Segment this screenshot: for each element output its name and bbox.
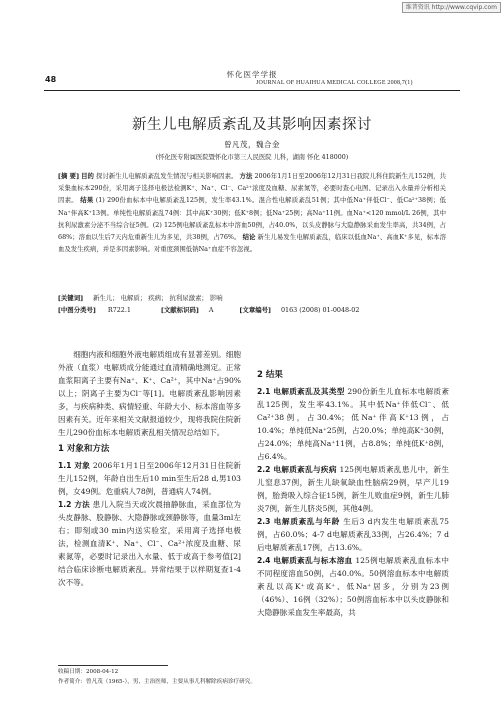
journal-name-en: JOURNAL OF HUAIHUA MEDICAL COLLEGE 2008,7(1) [256, 80, 413, 86]
watermark: 维普资讯 http://www.cqvip.com [402, 2, 501, 13]
section-2-heading: 2 结果 [257, 370, 283, 380]
doc-code-label: [文献标识码] [161, 306, 199, 314]
header-rule [44, 90, 460, 91]
abstract-label: [摘 要] [58, 172, 79, 180]
results-label: 结果 [80, 196, 94, 205]
conclusion-text: 新生儿易发生电解质紊乱，临床以低血Na⁺、高血K⁺多见，标本溶血及发生疾病，并是多因素影响。对重度颈围低钠Na⁺血症不容忽视。 [58, 233, 446, 254]
clc-value: R722.1 [107, 306, 131, 314]
objective-text: 探讨新生儿电解质紊乱发生情况与相关影响因素。 [96, 172, 238, 180]
page-number: 48 [45, 75, 57, 84]
article-title: 新生儿电解质紊乱及其影响因素探讨 [132, 117, 372, 133]
keywords-label: [关键词] [58, 294, 84, 302]
footnote-author: 作者简介：曾凡茂（1965-），男，主治医师，主要从事儿科解除疾病诊疗研究。 [58, 679, 256, 685]
subsection-1-1-text: 2006年1月1日至2006年12月31日住院新生儿152例，年龄自出生后10 min至生后28 d,男103例，女49例。危重病人78例，普通病人74例。 [58, 461, 241, 496]
keywords-block [58, 292, 458, 316]
subsection-1-2-text: 患儿入院当天或次晨抽静脉血，采血部位为头皮静脉、股静脉、大隐静脉或颈静脉等，血量3ml左右；即刻或30 min内送实验室，采用离子选择电极法，检测血清K⁺、Na⁺、Cl⁻、Ca²⁺浓度及血糖、尿素氮等，必要时记录出入水量、低于或高于参考值[2]结合临床诊断电解质紊乱。异常结果于以样期复查1-4次不等。 [58, 500, 241, 587]
subsection-2-3-label: 2.3 电解质紊乱与年龄 [257, 517, 340, 526]
subsection-1-1-label: 1.1 对象 [58, 461, 91, 470]
keywords-list: 新生儿； 电解质； 疾病； 抗利尿激素； 影响 [93, 294, 223, 302]
methods-label: 方法 [239, 172, 253, 180]
affiliation: (怀化医专附属医院暨怀化市第三人民医院 儿科，湖南 怀化 418000) [155, 154, 349, 161]
subsection-2-2-text: 125例电解质紊乱患儿中，新生儿窒息37例，新生儿缺氧缺血性脑病29例，早产儿19例，胎粪吸入综合征15例，新生儿败血症9例，新生儿肺炎7例，新生儿脐炎5例，其他4例。 [257, 465, 449, 513]
authors: 曾凡茂，魏合金 [224, 140, 280, 149]
subsection-1-2-label: 1.2 方法 [58, 500, 90, 509]
body-column-right [257, 365, 449, 619]
journal-name-cn: 怀化医学学报 [226, 70, 278, 79]
objective-label: 目的 [81, 172, 94, 180]
article-id-value: 0163 (2008) 01-0048-02 [280, 306, 360, 314]
subsection-2-4-text: 125例电解质紊乱血标本中不同程度溶血50例，占40.0%。50例溶血标本中电解质紊乱以高K⁺或高K⁺、低Na⁺居多，分别为23例（46%）、16例（32%）；50例溶血标本中以头皮静脉和大隐静脉采血发生率最高，共 [257, 556, 449, 617]
intro-paragraph: 细胞内液和细胞外液电解质组成有显著差别。细胞外液（血浆）电解质成分能通过血清精确地测定。正常血浆阳离子主要有Na⁺、K⁺、Ca²⁺，其中Na⁺占90%以上；阴离子主要为Cl⁻等[1]。电解质紊乱影响因素多，与疾病种类、病情轻重、年龄大小、标本溶血等多因素有关。近年来相关文献报道较少，现将我院住院新生儿290份血标本电解质紊乱相关情况总结如下。 [58, 350, 241, 437]
footnote-rule [58, 665, 168, 666]
conclusion-label: 结论 [242, 233, 256, 242]
abstract [58, 170, 446, 255]
clc-label: [中图分类号] [58, 306, 96, 314]
article-id-label: [文章编号] [239, 306, 271, 314]
body-column-left [58, 348, 241, 589]
subsection-2-2-label: 2.2 电解质紊乱与疾病 [257, 465, 337, 474]
subsection-2-3-text: 生后3 d内发生电解质紊乱75例，占60.0%；4-7 d电解质紊乱33例，占26.4%；7 d后电解质紊乱17例，占13.6%。 [257, 517, 449, 552]
doc-code-value: A [208, 306, 214, 314]
section-1-heading: 1 对象和方法 [58, 444, 110, 454]
subsection-2-1-text: 290份新生儿血标本电解质紊乱125例，发生率43.1%。其中低Na⁺伴低Cl⁻、低Ca²⁺38例，占30.4%；低Na⁺伴高K⁺13例，占10.4%；单纯低Na⁺25例，占20.0%；单纯高K⁺30例，占24.0%；单纯高Na⁺11例，占8.8%；单纯低K⁺8例，占6.4%。 [257, 387, 449, 461]
results-text: (1) 290份血标本中电解质紊乱125例，发生率43.1%。混合性电解质紊乱51例；其中低Na⁺伴低Cl⁻、低Ca²⁺38例；低Na⁺伴高K⁺13例。单纯性电解质紊乱74例：其中高K⁺30例；低K⁺8例；低Na⁺25例；高Na⁺11例。血Na⁺<120 mmol/L 26例，其中抗利尿激素分泌不当综合征5例。(2) 125例电解质紊乱标本中溶血50例，占40.0%，以头皮静脉与大隐静脉采血发生率高，共34例，占68%；溶血以生后7天内危重新生儿为多见，共38例，占76%。 [58, 196, 446, 242]
subsection-2-1-label: 2.1 电解质紊乱及其类型 [257, 387, 345, 396]
footnote-received: 收稿日期：2008-04-12 [58, 669, 119, 675]
methods-text: 2006年1月1日至2006年12月31日我院儿科住院新生儿152例，共采集血标本290份，采用离子选择电极法检测K⁺、Na⁺、Cl⁻、Ca²⁺浓度及血糖、尿素氮等，必要时查心电图、记录出入水量并分析相关因素。 [58, 172, 446, 205]
subsection-2-4-label: 2.4 电解质紊乱与标本溶血 [257, 556, 353, 565]
